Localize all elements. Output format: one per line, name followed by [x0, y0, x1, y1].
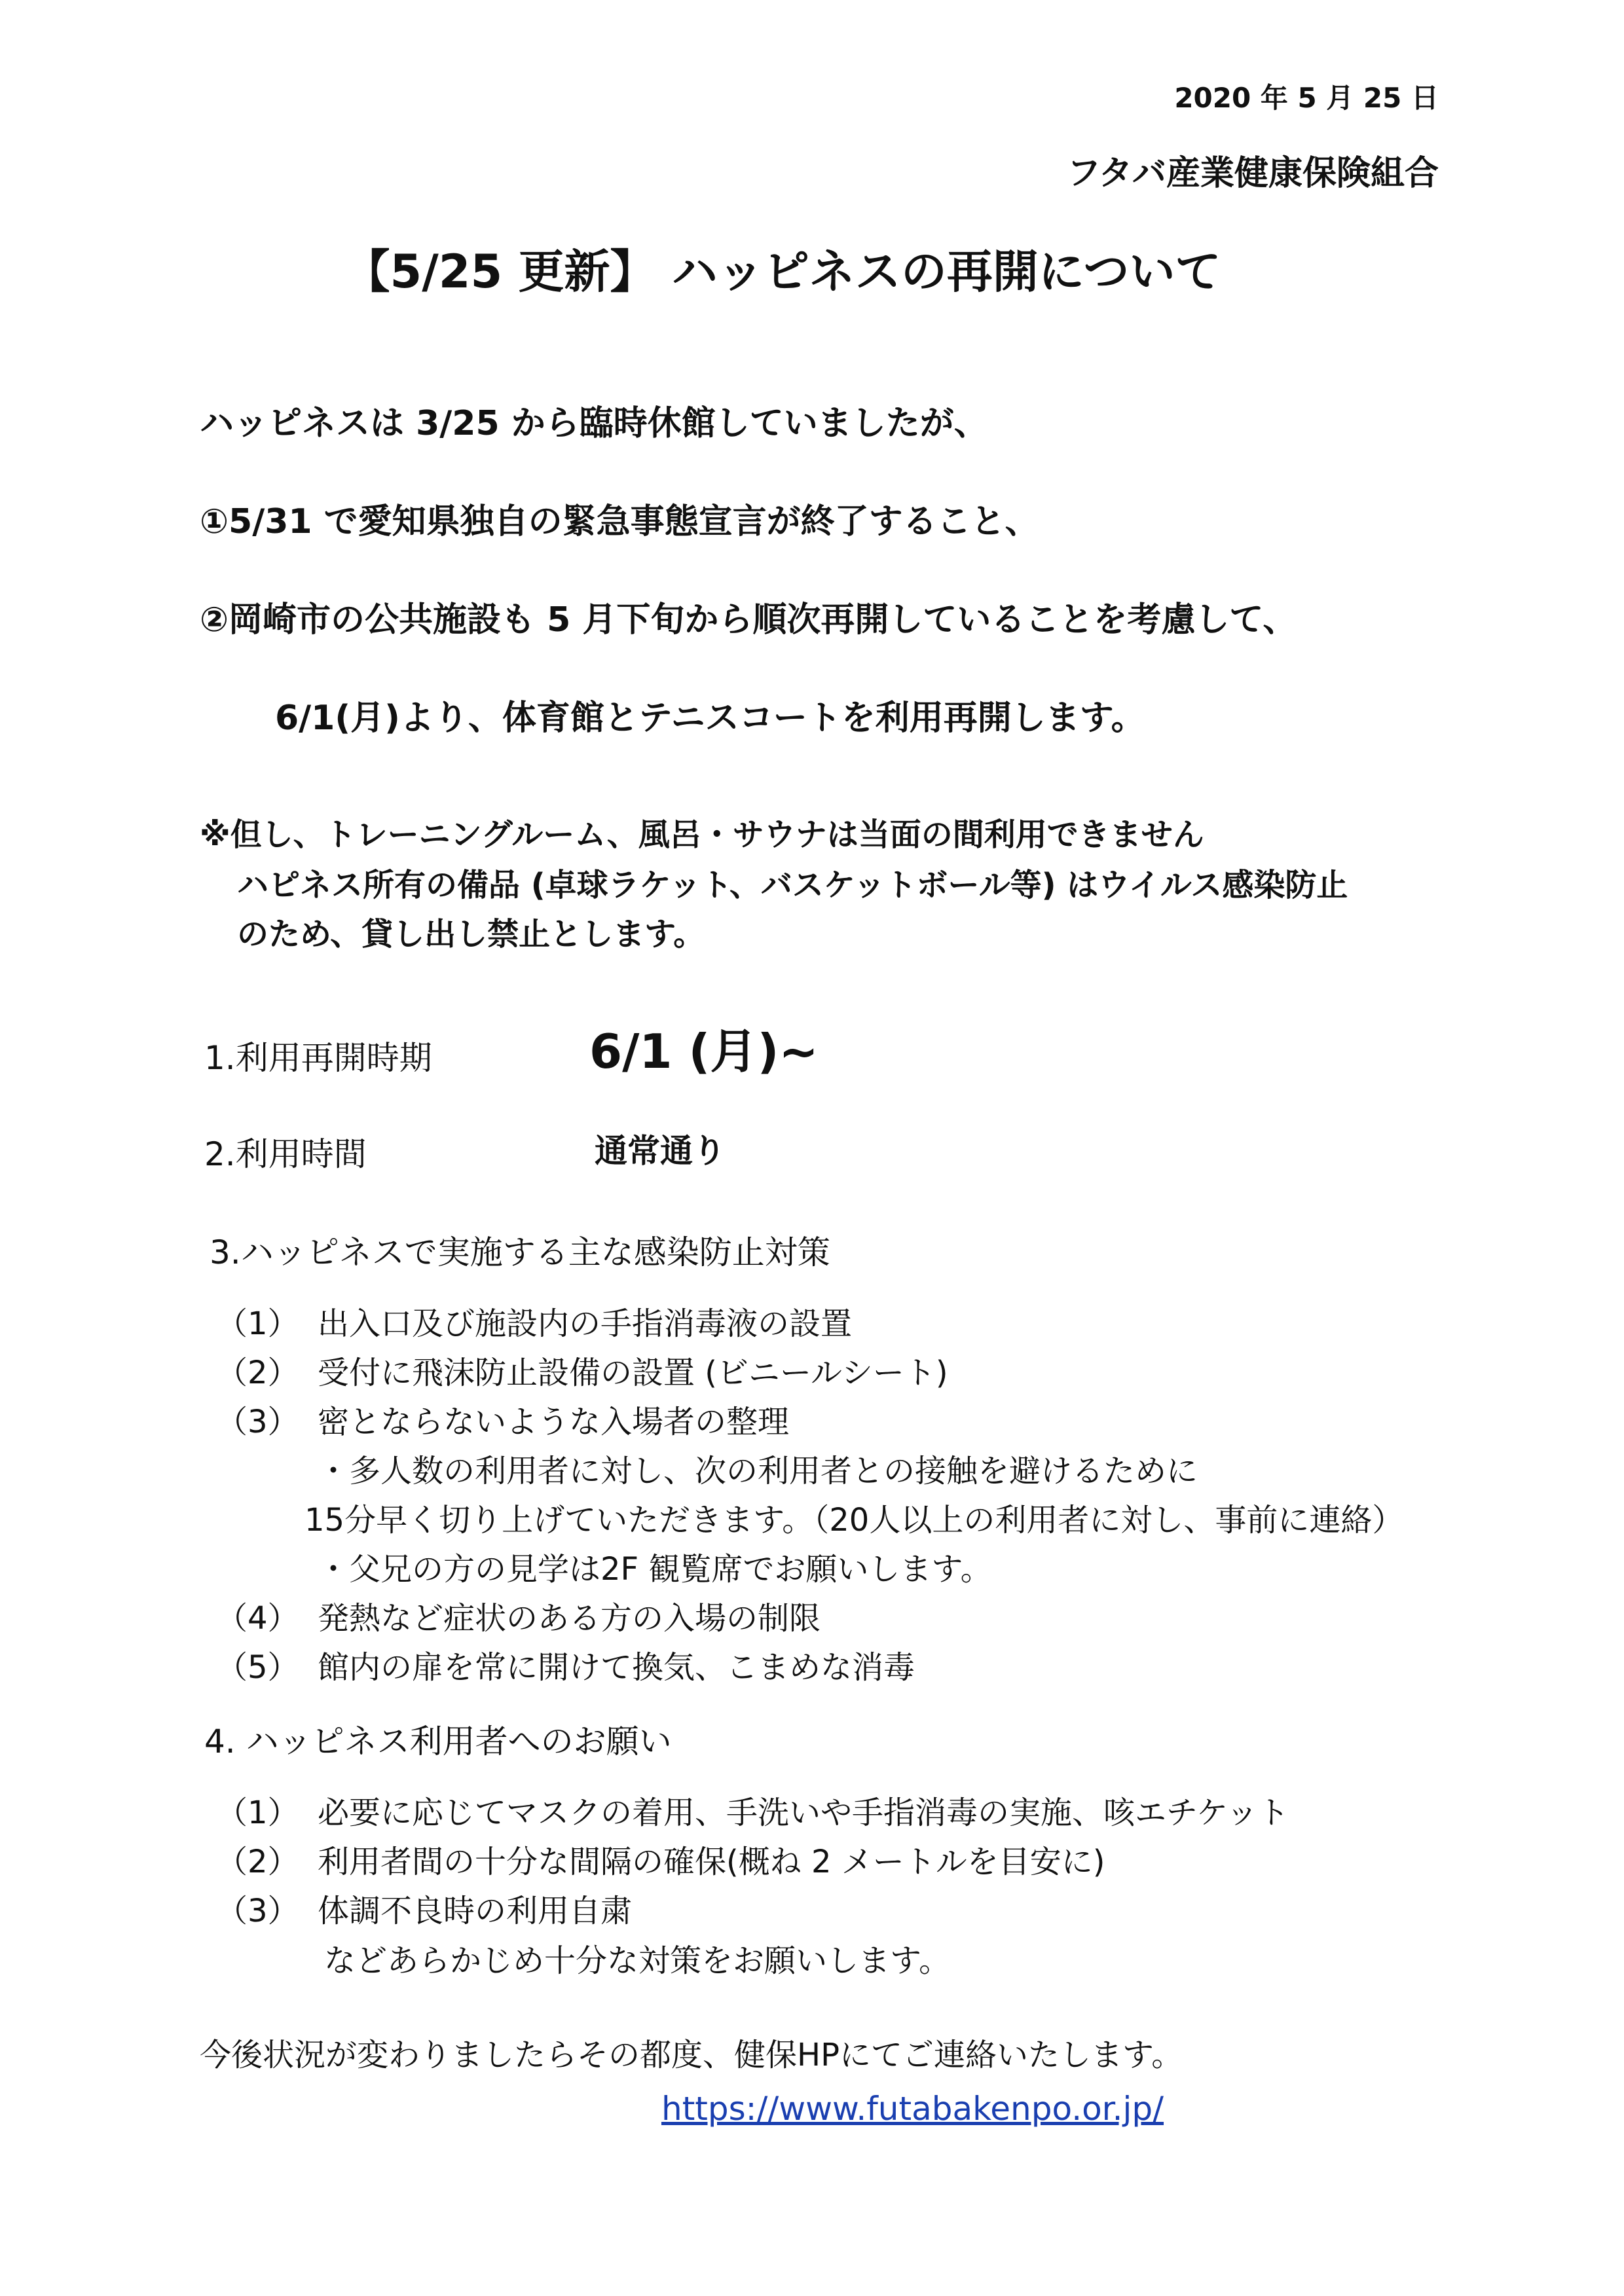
note-line-3: のため、貸し出し禁止とします。 — [237, 916, 705, 953]
list-item-number: （1） — [216, 1305, 299, 1342]
section-1-label: 1.利用再開時期 — [204, 1039, 432, 1077]
website-link[interactable]: https://www.futabakenpo.or.jp/ — [661, 2090, 1164, 2128]
intro-line-2: ①5/31 で愛知県独自の緊急事態宣言が終了すること、 — [200, 502, 1039, 541]
list-item-number: （2） — [216, 1355, 299, 1391]
list-item-number: （3） — [216, 1404, 299, 1440]
list-item-text: 発熱など症状のある方の入場の制限 — [318, 1600, 821, 1637]
sub-item-text: ・父兄の方の見学は2F 観覧席でお願いします。 — [318, 1551, 992, 1588]
page-title: 【5/25 更新】 ハッピネスの再開について — [344, 245, 1221, 299]
list-item-number: （5） — [216, 1649, 299, 1686]
intro-line-1: ハッピネスは 3/25 から臨時休館していましたが、 — [200, 404, 988, 443]
closing-text: などあらかじめ十分な対策をお願いします。 — [324, 1942, 951, 1979]
footer-text: 今後状況が変わりましたらその都度、健保HPにてご連絡いたします。 — [200, 2037, 1183, 2073]
note-line-1: ※但し、トレーニングルーム、風呂・サウナは当面の間利用できません — [200, 816, 1204, 853]
document-date: 2020 年 5 月 25 日 — [1174, 82, 1439, 114]
sub-item-text: ・多人数の利用者に対し、次の利用者との接触を避けるために — [318, 1453, 1198, 1489]
sub-item-text: 15分早く切り上げていただきます。（20人以上の利用者に対し、事前に連絡） — [304, 1502, 1404, 1539]
list-item-text: 利用者間の十分な間隔の確保(概ね 2 メートルを目安に) — [318, 1844, 1105, 1880]
list-item-text: 体調不良時の利用自粛 — [318, 1893, 633, 1929]
organization-name: フタバ産業健康保険組合 — [1067, 154, 1439, 193]
intro-line-4: 6/1(月)より、体育館とテニスコートを利用再開します。 — [275, 699, 1145, 738]
list-item-text: 館内の扉を常に開けて換気、こまめな消毒 — [318, 1649, 915, 1686]
list-item-text: 受付に飛沫防止設備の設置 (ビニールシート) — [318, 1355, 948, 1391]
list-item-number: （1） — [216, 1795, 299, 1831]
section-2-value: 通常通り — [595, 1132, 726, 1170]
section-1-value: 6/1 (月)~ — [589, 1024, 819, 1079]
list-item-number: （3） — [216, 1893, 299, 1929]
section-2-label: 2.利用時間 — [204, 1135, 367, 1173]
intro-line-3: ②岡崎市の公共施設も 5 月下旬から順次再開していることを考慮して、 — [200, 600, 1297, 640]
list-item-text: 出入口及び施設内の手指消毒液の設置 — [318, 1305, 853, 1342]
section-3-heading: 3.ハッピネスで実施する主な感染防止対策 — [210, 1233, 830, 1271]
list-item-number: （2） — [216, 1844, 299, 1880]
list-item-number: （4） — [216, 1600, 299, 1637]
section-4-heading: 4. ハッピネス利用者へのお願い — [204, 1722, 672, 1760]
note-line-2: ハピネス所有の備品 (卓球ラケット、バスケットボール等) はウイルス感染防止 — [237, 867, 1348, 903]
list-item-text: 密とならないような入場者の整理 — [318, 1404, 790, 1440]
list-item-text: 必要に応じてマスクの着用、手洗いや手指消毒の実施、咳エチケット — [318, 1795, 1289, 1831]
